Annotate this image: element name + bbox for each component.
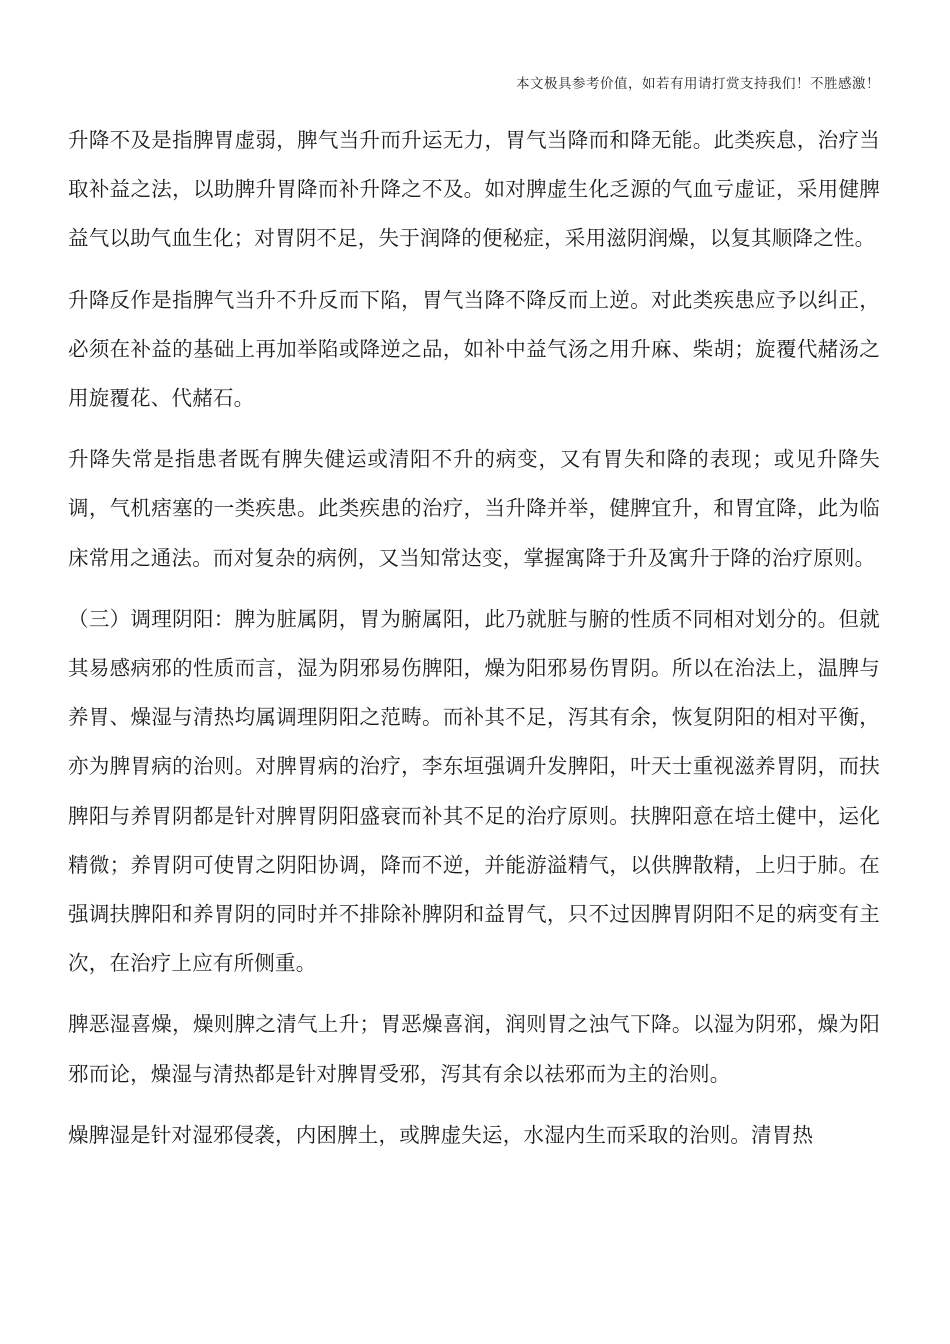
paragraph-1: 升降不及是指脾胃虚弱，脾气当升而升运无力，胃气当降而和降无能。此类疾息，治疗当取补益之法，以助脾升胃降而补升降之不及。如对脾虚生化乏源的气血亏虚证，采用健脾益气以助气血生化；对胃阴不足，失于润降的便秘症，采用滋阴润燥，以复其顺降之性。: [68, 128, 880, 251]
paragraph-5: 脾恶湿喜燥，燥则脾之清气上升；胃恶燥喜润，润则胃之浊气下降。以湿为阴邪，燥为阳邪而论，燥湿与清热都是针对脾胃受邪，泻其有余以祛邪而为主的治则。: [68, 1012, 880, 1086]
document-body: [68, 116, 880, 1172]
header-note: 本文极具参考价值，如若有用请打赏支持我们！不胜感激！: [516, 76, 880, 92]
paragraph-2: 升降反作是指脾气当升不升反而下陷，胃气当降不降反而上逆。对此类疾患应予以纠正，必须在补益的基础上再加举陷或降逆之品，如补中益气汤之用升麻、柴胡；旋覆代赭汤之用旋覆花、代赭石。: [68, 287, 880, 411]
paragraph-6: 燥脾湿是针对湿邪侵袭，内困脾土，或脾虚失运，水湿内生而采取的治则。清胃热: [68, 1122, 814, 1147]
paragraph-4: （三）调理阴阳：脾为脏属阴，胃为腑属阳，此乃就脏与腑的性质不同相对划分的。但就其易感病邪的性质而言，湿为阴邪易伤脾阳，燥为阳邪易伤胃阴。所以在治法上，温脾与养胃、燥湿与清热均属调理阴阳之范畴。而补其不足，泻其有余，恢复阴阳的相对平衡，亦为脾胃病的治则。对脾胃病的治疗，李东垣强调升发脾阳，叶天士重视滋养胃阴，而扶脾阳与养胃阴都是针对脾胃阴阳盛衰而补其不足的治疗原则。扶脾阳意在培土健中，运化精微；养胃阴可使胃之阴阳协调，降而不逆，并能游溢精气，以供脾散精，上归于肺。在强调扶脾阳和养胃阴的同时并不排除补脾阴和益胃气，只不过因脾胃阴阳不足的病变有主次，在治疗上应有所侧重。: [68, 606, 880, 976]
paragraph-3: 升降失常是指患者既有脾失健运或清阳不升的病变，又有胃失和降的表现；或见升降失调，气机痞塞的一类疾患。此类疾患的治疗，当升降并举，健脾宜升，和胃宜降，此为临床常用之通法。而对复杂的病例，又当知常达变，掌握寓降于升及寓升于降的治疗原则。: [68, 447, 880, 570]
